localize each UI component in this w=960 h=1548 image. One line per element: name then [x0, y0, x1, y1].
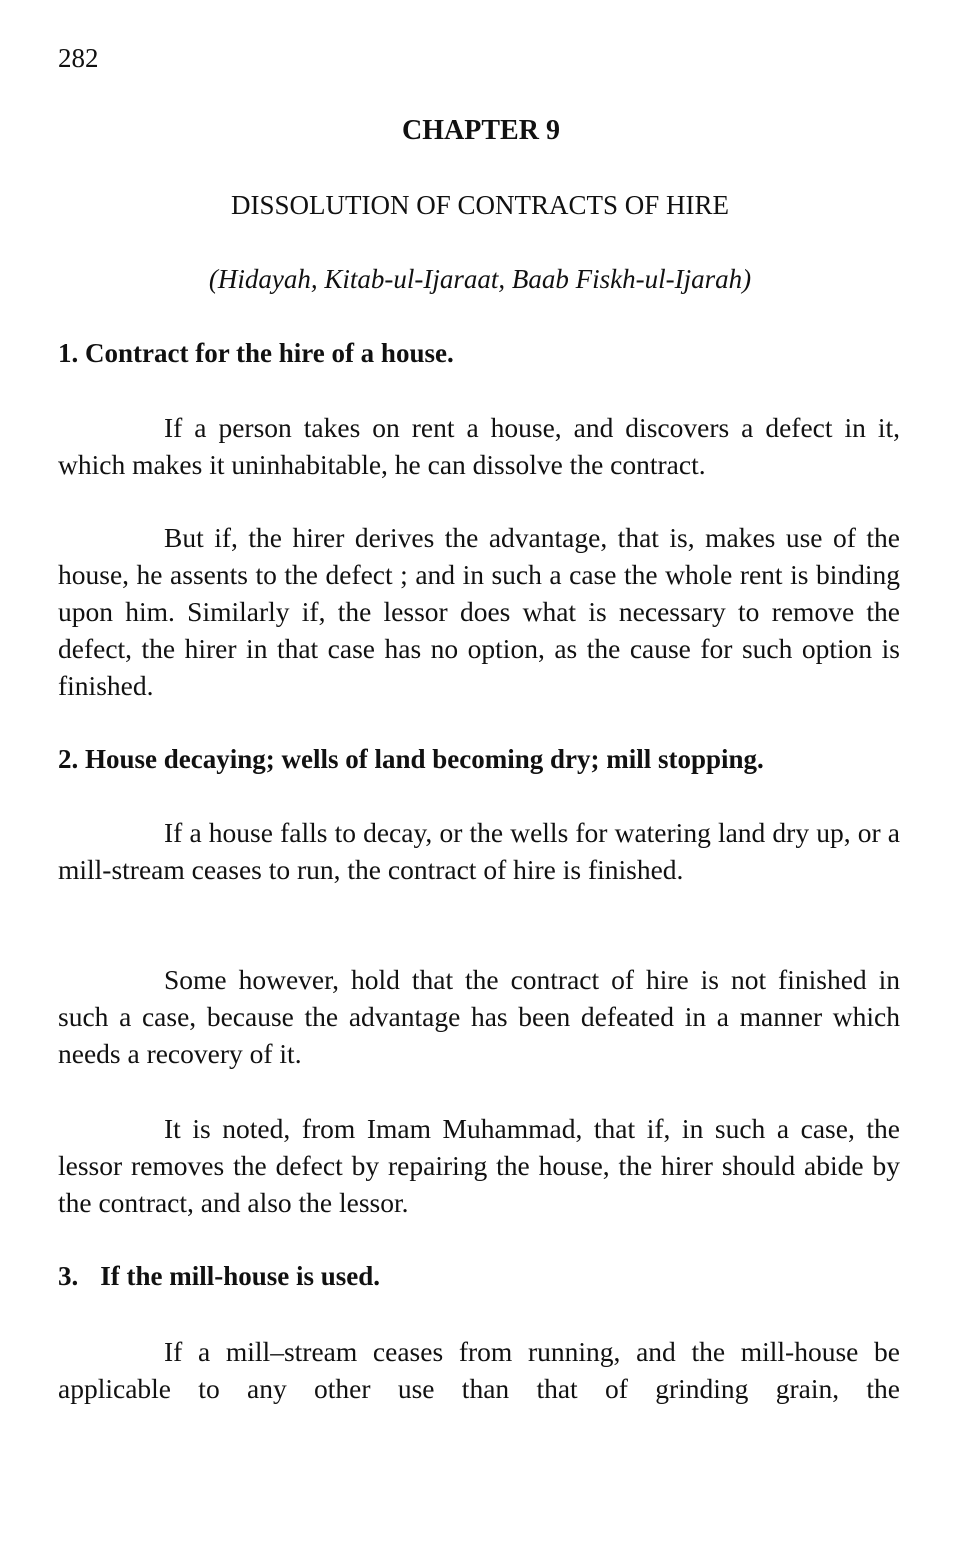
section-heading-text: If the mill-house is used. [100, 1261, 381, 1291]
page-number: 282 [58, 43, 99, 73]
source-reference: (Hidayah, Kitab-ul-Ijaraat, Baab Fiskh-ul-Ijarah) [208, 264, 752, 294]
section-heading-1: 1. Contract for the hire of a house. [58, 338, 454, 368]
paragraph: It is noted, from Imam Muhammad, that if, in such a case, the lessor removes the defect by repairing the house, the hirer should abide by the contract, and also the lessor. [58, 1113, 900, 1218]
section-heading-3 [58, 1257, 900, 1295]
section-number: 3. [58, 1261, 79, 1291]
chapter-title: CHAPTER 9 [402, 115, 560, 146]
paragraph: But if, the hirer derives the advantage, that is, makes use of the house, he assents to the defect ; and in such a case the whole rent is binding upon him. Similarly if, the lessor does what is necessary to remove the defect, the hirer in that case has no option, as the cause for such option is finished. [58, 522, 900, 701]
paragraph: Some however, hold that the contract of hire is not finished in such a case, because the advantage has been defeated in a manner which needs a recovery of it. [58, 964, 900, 1069]
paragraph: If a house falls to decay, or the wells for watering land dry up, or a mill-stream ceases to run, the contract of hire is finished. [58, 817, 900, 885]
chapter-subtitle: DISSOLUTION OF CONTRACTS OF HIRE [230, 190, 730, 220]
paragraph: If a mill–stream ceases from running, and the mill-house be applicable to any other use than that of grinding grain, the [58, 1336, 900, 1404]
section-heading-2: 2. House decaying; wells of land becoming dry; mill stopping. [58, 744, 764, 774]
paragraph: If a person takes on rent a house, and discovers a defect in it, which makes it uninhabitable, he can dissolve the contract. [58, 412, 900, 480]
